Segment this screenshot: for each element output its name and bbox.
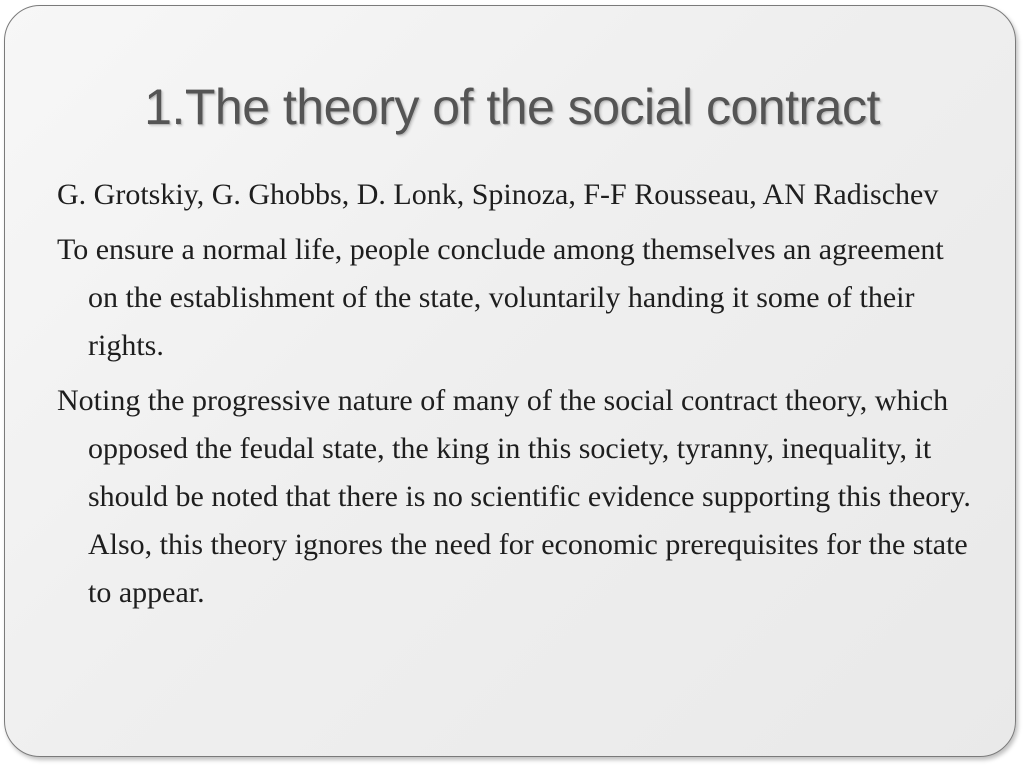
- slide-body: [57, 171, 977, 624]
- paragraph-authors: G. Grotskiy, G. Ghobbs, D. Lonk, Spinoza, F-F Rousseau, AN Radischev: [57, 178, 939, 211]
- paragraph-critique: Noting the progressive nature of many of the social contract theory, which opposed the feudal state, the king in this society, tyranny, inequality, it should be noted that there is no scientific evidence supporting this theory. Also, this theory ignores the need for economic prerequisites for the state to appear.: [57, 384, 971, 609]
- slide-title: 1.The theory of the social contract: [144, 79, 880, 135]
- paragraph-definition: To ensure a normal life, people conclude among themselves an agreement on the establishment of the state, voluntarily handing it some of their rights.: [57, 233, 944, 362]
